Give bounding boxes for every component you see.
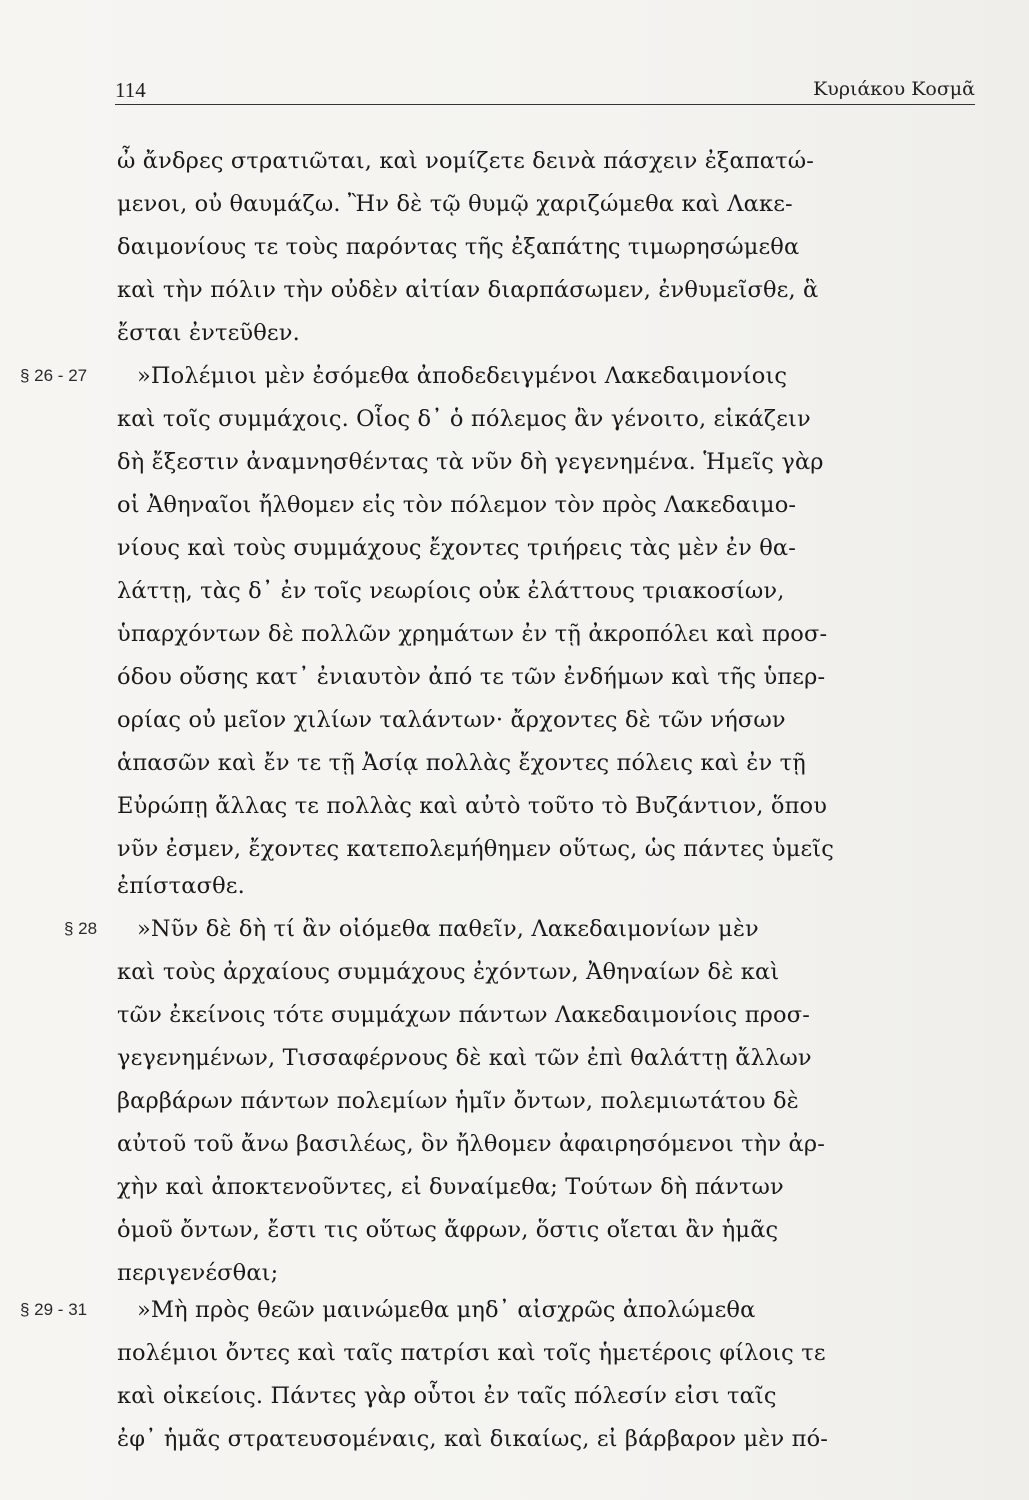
text-line: νίους καὶ τοὺς συμμάχους ἔχοντες τριήρεις τὰς μὲν ἐν θα- (117, 535, 797, 561)
text-line: καὶ οἰκείοις. Πάντες γὰρ οὗτοι ἐν ταῖς πόλεσίν εἰσι ταῖς (117, 1383, 777, 1409)
running-head: Κυριάκου Κοσμᾶ (813, 78, 975, 100)
text-line: ἁπασῶν καὶ ἔν τε τῇ Ἀσίᾳ πολλὰς ἔχοντες πόλεις καὶ ἐν τῇ (117, 750, 806, 776)
text-line: δαιμονίους τε τοὺς παρόντας τῆς ἐξαπάτης τιμωρησώμεθα (117, 234, 800, 260)
text-line: »Νῦν δὲ δὴ τί ἂν οἰόμεθα παθεῖν, Λακεδαιμονίων μὲν (137, 916, 759, 942)
text-line: ὑπαρχόντων δὲ πολλῶν χρημάτων ἐν τῇ ἀκροπόλει καὶ προσ- (117, 621, 828, 647)
text-line: καὶ τοὺς ἀρχαίους συμμάχους ἐχόντων, Ἀθηναίων δὲ καὶ (117, 959, 780, 985)
text-line: βαρβάρων πάντων πολεμίων ἡμῖν ὄντων, πολεμιωτάτου δὲ (117, 1088, 799, 1114)
text-line: αὐτοῦ τοῦ ἄνω βασιλέως, ὃν ἤλθομεν ἀφαιρησόμενοι τὴν ἀρ- (117, 1131, 825, 1157)
text-line: ἐπίστασθε. (117, 873, 245, 899)
text-line: μενοι, οὐ θαυμάζω. Ἢν δὲ τῷ θυμῷ χαριζώμεθα καὶ Λακε- (117, 191, 793, 217)
text-line: χὴν καὶ ἀποκτενοῦντες, εἰ δυναίμεθα; Τούτων δὴ πάντων (117, 1174, 784, 1200)
text-line: ἐφ᾽ ἡμᾶς στρατευσομέναις, καὶ δικαίως, εἰ βάρβαρον μὲν πό- (117, 1426, 829, 1452)
text-line: ὁμοῦ ὄντων, ἔστι τις οὕτως ἄφρων, ὅστις οἴεται ἂν ἡμᾶς (117, 1217, 779, 1243)
text-line: Εὐρώπῃ ἄλλας τε πολλὰς καὶ αὐτὸ τοῦτο τὸ Βυζάντιον, ὅπου (117, 793, 828, 819)
text-line: καὶ τοῖς συμμάχοις. Οἷος δ᾽ ὁ πόλεμος ἂν γένοιτο, εἰκάζειν (117, 406, 811, 432)
margin-reference: § 28 (64, 919, 98, 938)
text-line: ἔσται ἐντεῦθεν. (117, 320, 300, 346)
text-line: τῶν ἐκείνοις τότε συμμάχων πάντων Λακεδαιμονίοις προσ- (117, 1002, 810, 1028)
margin-reference: § 26 - 27 (20, 366, 88, 385)
text-line: περιγενέσθαι; (117, 1260, 279, 1286)
text-line: »Πολέμιοι μὲν ἐσόμεθα ἀποδεδειγμένοι Λακεδαιμονίοις (137, 363, 788, 389)
text-line: καὶ τὴν πόλιν τὴν οὐδὲν αἰτίαν διαρπάσωμεν, ἐνθυμεῖσθε, ἃ (117, 277, 819, 303)
text-line: νῦν ἐσμεν, ἔχοντες κατεπολεμήθημεν οὕτως, ὡς πάντες ὑμεῖς (117, 836, 834, 862)
margin-reference: § 29 - 31 (20, 1300, 88, 1319)
page-number: 114 (115, 78, 146, 102)
text-line: »Μὴ πρὸς θεῶν μαινώμεθα μηδ᾽ αἰσχρῶς ἀπολώμεθα (137, 1297, 756, 1323)
text-line: λάττῃ, τὰς δ᾽ ἐν τοῖς νεωρίοις οὐκ ἐλάττους τριακοσίων, (117, 578, 785, 604)
text-line: πολέμιοι ὄντες καὶ ταῖς πατρίσι καὶ τοῖς ἡμετέροις φίλοις τε (117, 1340, 826, 1366)
text-line: οἱ Ἀθηναῖοι ἤλθομεν εἰς τὸν πόλεμον τὸν πρὸς Λακεδαιμο- (117, 492, 797, 518)
text-line: γεγενημένων, Τισσαφέρνους δὲ καὶ τῶν ἐπὶ θαλάττῃ ἄλλων (117, 1045, 812, 1071)
text-line: δὴ ἔξεστιν ἀναμνησθέντας τὰ νῦν δὴ γεγενημένα. Ἡμεῖς γὰρ (117, 449, 824, 475)
text-line: όδου οὔσης κατ᾽ ἐνιαυτὸν ἀπό τε τῶν ἐνδήμων καὶ τῆς ὑπερ- (117, 664, 826, 690)
text-line: ὦ ἄνδρες στρατιῶται, καὶ νομίζετε δεινὰ πάσχειν ἐξαπατώ- (117, 148, 814, 174)
text-line: ορίας οὐ μεῖον χιλίων ταλάντων· ἄρχοντες δὲ τῶν νήσων (117, 707, 786, 733)
